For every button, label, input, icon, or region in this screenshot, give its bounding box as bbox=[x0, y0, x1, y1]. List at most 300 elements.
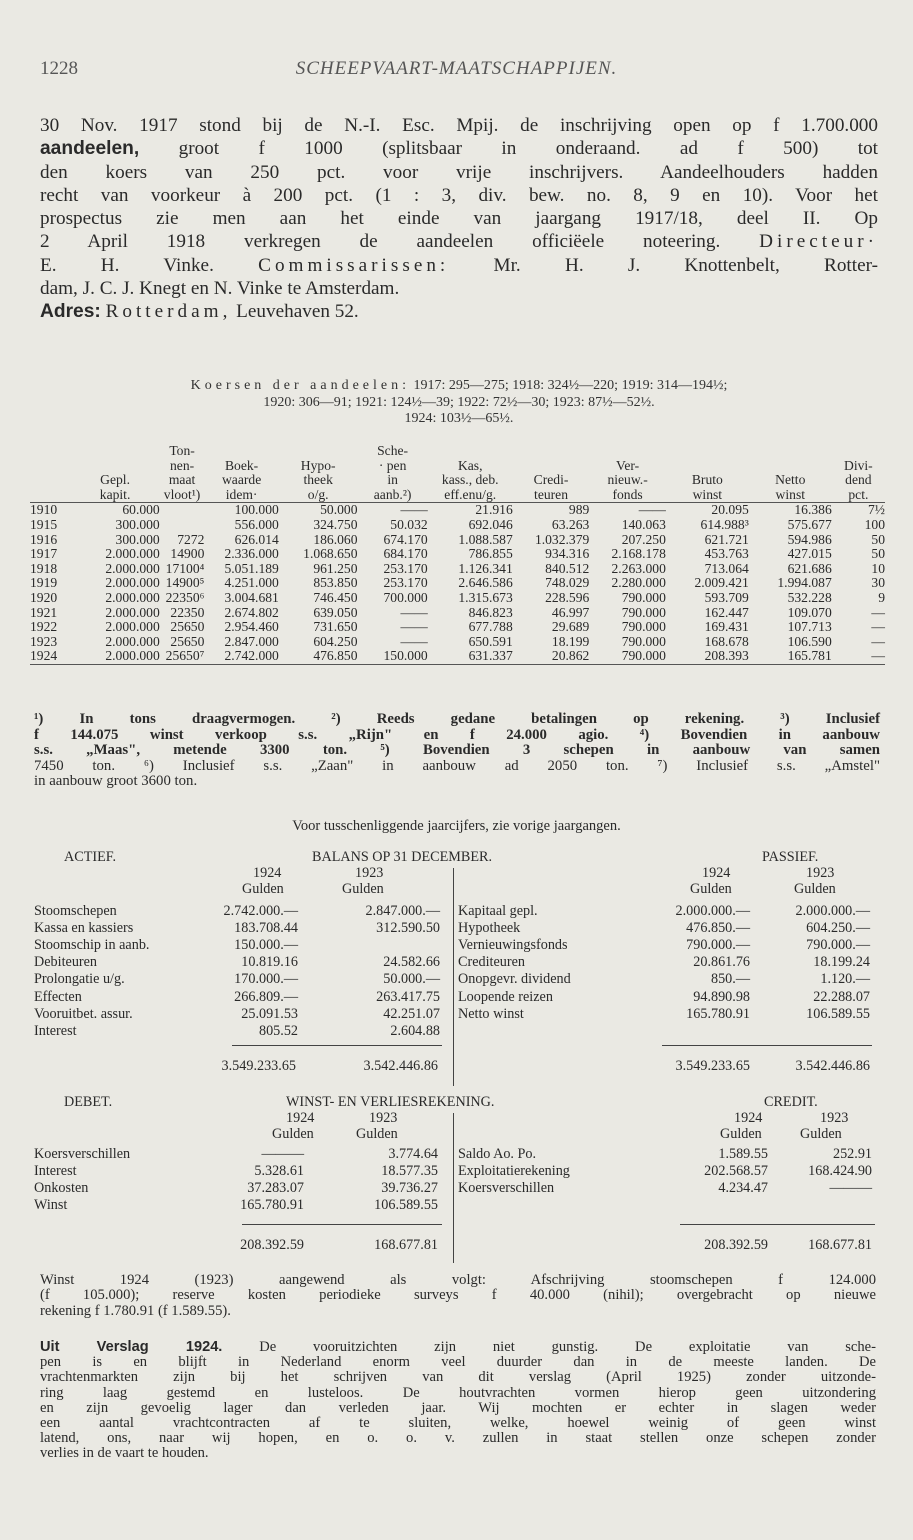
table-header-cell: Kas, bbox=[457, 457, 483, 473]
table-cell: 165.781 bbox=[749, 649, 832, 664]
table-cell: 846.823 bbox=[468, 604, 513, 620]
verslag-line: een aantal vrachtcontracten af te sluiten, welke, hoewel weinig of geen winst bbox=[40, 1415, 876, 1432]
table-row bbox=[30, 635, 885, 650]
table-cell: 1.994.087 bbox=[777, 575, 832, 591]
table-cell bbox=[160, 503, 205, 518]
account-value-1924: 850.— bbox=[710, 971, 750, 988]
table-cell: 109.070 bbox=[787, 604, 832, 620]
table-cell: 786.855 bbox=[468, 546, 513, 562]
verslag-line: latend, ons, naar wij hopen, en o. o. v. zullen in staat stellen onze schepen zonder bbox=[40, 1430, 876, 1447]
verslag-line bbox=[40, 1340, 876, 1355]
table-cell: 604.250 bbox=[313, 633, 358, 649]
stats-table bbox=[30, 444, 885, 665]
table-cell: 614.988³ bbox=[700, 516, 749, 532]
table-cell: 2.000.000 bbox=[70, 649, 159, 664]
wv-debet-title: DEBET. bbox=[64, 1094, 113, 1110]
aandeelen-label: aandeelen, bbox=[40, 138, 140, 160]
table-cell: 713.064 bbox=[704, 560, 749, 576]
table-header-cell: Ver- bbox=[616, 457, 640, 473]
account-value-1924: 20.861.76 bbox=[693, 954, 750, 971]
adres-line bbox=[40, 300, 878, 323]
table-cell: 207.250 bbox=[621, 531, 666, 547]
intro-line bbox=[40, 254, 878, 277]
account-value-1923: 790.000.— bbox=[806, 937, 870, 954]
table-cell: 2.000.000 bbox=[105, 633, 160, 649]
table-cell: 14900 bbox=[170, 546, 205, 562]
table-row bbox=[30, 649, 885, 664]
intro-paragraph bbox=[40, 114, 878, 324]
table-cell: 626.014 bbox=[234, 531, 279, 547]
table-header-cell: Hypo- bbox=[300, 457, 336, 473]
account-value-1924: 4.234.47 bbox=[718, 1180, 768, 1197]
table-cell: 14900⁵ bbox=[165, 575, 205, 591]
table-header-cell: theek bbox=[303, 472, 333, 488]
table-cell: 790.000 bbox=[621, 589, 666, 605]
table-cell: 50.032 bbox=[390, 516, 428, 532]
table-cell: 790.000 bbox=[621, 619, 666, 635]
table-cell: —— bbox=[400, 604, 428, 620]
table-year-cell: 1910 bbox=[30, 502, 58, 518]
verslag-line-text: De vooruitzichten zijn niet gunstig. De exploitatie van sche- bbox=[259, 1339, 876, 1355]
table-cell: 10 bbox=[871, 560, 885, 576]
wv-year-1923-right: 1923 bbox=[820, 1110, 849, 1126]
table-cell: 989 bbox=[568, 502, 590, 518]
table-cell: — bbox=[871, 633, 885, 649]
table-cell: 593.709 bbox=[704, 589, 749, 605]
balans-total-passief-1924: 3.549.233.65 bbox=[675, 1058, 750, 1074]
table-cell: — bbox=[832, 649, 885, 664]
table-cell: 162.447 bbox=[704, 604, 749, 620]
table-cell: 140.063 bbox=[621, 516, 666, 532]
account-value-1923: 604.250.— bbox=[806, 920, 870, 937]
table-header-cell bbox=[204, 444, 278, 459]
table-cell: 208.393 bbox=[666, 649, 749, 664]
table-header-cell bbox=[70, 459, 159, 474]
table-cell: 1.126.341 bbox=[458, 560, 513, 576]
koersen-label: Koersen der aandeelen: bbox=[190, 378, 411, 393]
table-year-cell: 1924 bbox=[30, 649, 70, 664]
footnotes bbox=[34, 712, 880, 790]
table-cell: 50.000 bbox=[320, 502, 358, 518]
table-cell: 2.263.000 bbox=[611, 560, 666, 576]
account-value-1924: ——— bbox=[261, 1146, 304, 1162]
balans-divider bbox=[453, 868, 454, 1086]
table-cell: 790.000 bbox=[621, 633, 666, 649]
table-header-cell bbox=[666, 459, 749, 474]
account-label: Saldo Ao. Po. bbox=[458, 1146, 537, 1162]
wv-center-title: WINST- EN VERLIESREKENING. bbox=[286, 1094, 495, 1110]
balans-total-actief-1923: 3.542.446.86 bbox=[363, 1058, 438, 1074]
table-cell: 427.015 bbox=[787, 546, 832, 562]
table-row bbox=[30, 533, 885, 548]
balans-total-actief-1924: 3.549.233.65 bbox=[221, 1058, 296, 1074]
account-value-1923: 24.582.66 bbox=[383, 954, 440, 971]
account-value-1924: 2.742.000.— bbox=[223, 903, 298, 919]
table-cell: 7½ bbox=[868, 502, 885, 518]
account-label: Koersverschillen bbox=[34, 1146, 131, 1162]
balans-unit: Gulden bbox=[690, 881, 732, 897]
table-cell: 324.750 bbox=[313, 516, 358, 532]
table-cell: 677.788 bbox=[468, 619, 513, 635]
table-cell: 2.336.000 bbox=[224, 546, 279, 562]
winst-verlies-section bbox=[0, 1095, 913, 1260]
table-cell: 50 bbox=[871, 531, 885, 547]
intro-line: den koers van 250 pct. voor vrije inschrijvers. Aandeelhouders hadden bbox=[40, 161, 878, 183]
table-header-cell bbox=[513, 459, 590, 474]
table-cell: 150.000 bbox=[358, 649, 428, 664]
account-value-1923: 106.589.55 bbox=[806, 1005, 870, 1022]
account-label: Prolongatie u/g. bbox=[34, 971, 125, 988]
footnote-line: s.s. „Maas", metende 3300 ton. ⁵) Bovendien 3 schepen in aanbouw van samen bbox=[34, 742, 880, 758]
account-value-1924: 25.091.53 bbox=[241, 1005, 298, 1022]
account-value-1923: 2.847.000.— bbox=[365, 903, 440, 919]
table-cell: 2.674.802 bbox=[224, 604, 279, 620]
table-cell: 25650 bbox=[170, 619, 205, 635]
account-value-1923: 2.604.88 bbox=[390, 1022, 440, 1039]
account-label: Koersverschillen bbox=[458, 1180, 555, 1197]
balans-year-1924-right: 1924 bbox=[702, 865, 731, 881]
wv-rule bbox=[242, 1224, 442, 1225]
table-row bbox=[30, 518, 885, 533]
table-header-cell: winst bbox=[749, 488, 832, 503]
table-cell: 674.170 bbox=[383, 531, 428, 547]
wv-divider bbox=[453, 1113, 454, 1263]
voor-tusschenliggende-note: Voor tusschenliggende jaarcijfers, zie vorige jaargangen. bbox=[292, 818, 621, 834]
account-value-1923: 18.577.35 bbox=[381, 1163, 438, 1180]
table-cell: 50 bbox=[871, 546, 885, 562]
verslag-line: ring laag gestemd en lusteloos. De houtvrachten vormen hierop geen uitzondering bbox=[40, 1384, 876, 1401]
account-label: Kapitaal gepl. bbox=[458, 903, 538, 919]
wv-credit-title: CREDIT. bbox=[764, 1094, 818, 1110]
table-header-cell: fonds bbox=[589, 488, 666, 503]
account-value-1923: 22.288.07 bbox=[813, 988, 870, 1005]
table-cell: —— bbox=[400, 619, 428, 635]
table-cell: 746.450 bbox=[313, 589, 358, 605]
account-value-1924: 1.589.55 bbox=[718, 1146, 768, 1162]
intro-line-text: groot f 1000 (splitsbaar in onderaand. ad f 500) tot bbox=[178, 138, 878, 160]
balans-year-1923: 1923 bbox=[355, 865, 384, 881]
koersen-block bbox=[40, 378, 878, 428]
directeur-name: E. H. Vinke. bbox=[40, 254, 214, 276]
table-header-cell: · pen bbox=[378, 457, 407, 473]
table-header-cell bbox=[30, 473, 70, 488]
table-header-cell bbox=[749, 459, 832, 474]
account-value-1924: 266.809.— bbox=[234, 988, 298, 1005]
table-cell: 790.000 bbox=[589, 649, 666, 664]
account-value-1924: 165.780.91 bbox=[240, 1197, 304, 1214]
wv-total-debet-1923: 168.677.81 bbox=[374, 1237, 438, 1253]
table-header-cell: pct. bbox=[832, 488, 885, 503]
account-value-1923: 312.590.50 bbox=[376, 920, 440, 937]
account-label: Vooruitbet. assur. bbox=[34, 1005, 133, 1022]
commissarissen-names: Mr. H. J. Knottenbelt, Rotter- bbox=[493, 254, 879, 276]
table-cell: 692.046 bbox=[468, 516, 513, 532]
account-value-1924: 150.000.— bbox=[234, 937, 298, 954]
koersen-line: 1924: 103½—65½. bbox=[404, 411, 514, 426]
account-value-1923: 1.120.— bbox=[820, 971, 870, 988]
table-cell: 2.280.000 bbox=[611, 575, 666, 591]
table-cell: 700.000 bbox=[383, 589, 428, 605]
account-value-1924: 790.000.— bbox=[686, 937, 750, 954]
balans-unit: Gulden bbox=[342, 881, 384, 897]
commissarissen-label: Commissarissen: bbox=[258, 254, 450, 276]
table-header-cell: Divi- bbox=[844, 457, 873, 473]
account-value-1923: 18.199.24 bbox=[813, 954, 870, 971]
table-cell: — bbox=[871, 604, 885, 620]
table-header-cell: teuren bbox=[513, 488, 590, 503]
account-label: Winst bbox=[34, 1197, 68, 1214]
intro-line: 30 Nov. 1917 stond bij de N.-I. Esc. Mpij. de inschrijving open op f 1.700.000 bbox=[40, 115, 878, 136]
balans-rule bbox=[662, 1045, 872, 1046]
table-cell: 253.170 bbox=[383, 560, 428, 576]
account-value-1924: 37.283.07 bbox=[247, 1180, 304, 1197]
table-cell: 2.646.586 bbox=[458, 575, 513, 591]
table-cell: 476.850 bbox=[279, 649, 358, 664]
wv-unit: Gulden bbox=[720, 1126, 762, 1142]
wv-year-1924: 1924 bbox=[286, 1110, 315, 1126]
table-cell: 631.337 bbox=[428, 649, 513, 664]
account-label: Stoomschip in aanb. bbox=[34, 937, 150, 954]
table-cell: 106.590 bbox=[787, 633, 832, 649]
table-header-cell: Credi- bbox=[533, 472, 569, 488]
balans-actief-title: ACTIEF. bbox=[64, 849, 117, 865]
table-year-cell: 1916 bbox=[30, 531, 58, 547]
table-cell: 2.742.000 bbox=[204, 649, 278, 664]
table-cell: 2.000.000 bbox=[105, 604, 160, 620]
wv-rule bbox=[680, 1224, 875, 1225]
table-year-cell: 1918 bbox=[30, 560, 58, 576]
table-cell: 300.000 bbox=[115, 531, 160, 547]
intro-line: recht van voorkeur à 200 pct. (1 : 3, div. bew. no. 8, 9 en 10). Voor het bbox=[40, 184, 878, 206]
balans-year-1924: 1924 bbox=[253, 865, 282, 881]
table-cell: —— bbox=[400, 502, 428, 518]
table-year-cell: 1920 bbox=[30, 589, 58, 605]
table-cell: — bbox=[871, 619, 885, 635]
verslag-line: pen is en blijft in Nederland enorm veel duurder dan in de meeste landen. De bbox=[40, 1354, 876, 1371]
table-cell: 5.051.189 bbox=[224, 560, 279, 576]
table-header-cell bbox=[832, 444, 885, 459]
table-header-cell: winst bbox=[666, 488, 749, 503]
balans-unit: Gulden bbox=[794, 881, 836, 897]
table-row bbox=[30, 562, 885, 577]
account-value-1924: 183.708.44 bbox=[234, 920, 298, 937]
table-cell: 46.997 bbox=[551, 604, 590, 620]
table-header-cell bbox=[30, 459, 70, 474]
table-header-cell: o/g. bbox=[279, 488, 358, 503]
table-header-cell: waarde bbox=[221, 472, 262, 488]
account-value-1923: 50.000.— bbox=[383, 971, 440, 988]
table-cell: —— bbox=[400, 633, 428, 649]
table-header-cell bbox=[70, 444, 159, 459]
account-value-1924: 202.568.57 bbox=[704, 1163, 768, 1180]
table-header-cell: aanb.²) bbox=[358, 488, 428, 503]
table-header-cell: vloot¹) bbox=[160, 488, 205, 503]
table-cell: 790.000 bbox=[621, 604, 666, 620]
intro-line bbox=[40, 230, 878, 253]
verslag-label: Uit Verslag 1924. bbox=[40, 1339, 223, 1355]
directeur-label: Directeur· bbox=[759, 231, 879, 253]
table-year-cell: 1923 bbox=[30, 633, 58, 649]
table-cell: 100 bbox=[864, 516, 885, 532]
verslag-paragraph bbox=[40, 1340, 876, 1462]
verslag-line: verlies in de vaart te houden. bbox=[40, 1445, 209, 1462]
table-header-cell: Sche- bbox=[377, 443, 409, 458]
table-cell: 2.168.178 bbox=[611, 546, 666, 562]
wv-unit: Gulden bbox=[800, 1126, 842, 1142]
footnote-line: 7450 ton. ⁶) Inclusief s.s. „Zaan" in aanbouw ad 2050 ton. ⁷) Inclusief s.s. „Amstel" bbox=[34, 757, 880, 774]
winst-line: Winst 1924 (1923) aangewend als volgt: Afschrijving stoomschepen f 124.000 bbox=[40, 1272, 876, 1288]
intro-line: dam, J. C. J. Knegt en N. Vinke te Amsterdam. bbox=[40, 278, 400, 300]
koersen-values: 1917: 295—275; 1918: 324½—220; 1919: 314—194½; bbox=[413, 378, 728, 393]
wv-unit: Gulden bbox=[356, 1126, 398, 1142]
table-row bbox=[30, 591, 885, 606]
table-header-cell: Ton- bbox=[169, 443, 195, 458]
account-label: Kassa en kassiers bbox=[34, 920, 134, 937]
wv-year-1923: 1923 bbox=[369, 1110, 398, 1126]
account-value-1923: 39.736.27 bbox=[381, 1180, 438, 1197]
table-cell: 2.009.421 bbox=[694, 575, 749, 591]
table-cell: 17100⁴ bbox=[165, 560, 205, 576]
table-cell: 253.170 bbox=[383, 575, 428, 591]
account-label: Interest bbox=[34, 1163, 77, 1180]
account-value-1924: 165.780.91 bbox=[686, 1005, 750, 1022]
table-cell: 25650 bbox=[170, 633, 205, 649]
table-cell: 621.721 bbox=[704, 531, 749, 547]
table-header-cell: dend bbox=[845, 472, 872, 488]
intro-line-text: 2 April 1918 verkregen de aandeelen officiëele noteering. bbox=[40, 231, 721, 253]
table-header-cell: Bruto bbox=[691, 472, 723, 488]
account-value-1924: 170.000.— bbox=[234, 971, 298, 988]
account-label: Loopende reizen bbox=[458, 988, 553, 1005]
footnote-line: ¹) In tons draagvermogen. ²) Reeds gedane betalingen op rekening. ³) Inclusief bbox=[34, 711, 880, 727]
balans-passief-title: PASSIEF. bbox=[762, 849, 819, 865]
koersen-line bbox=[40, 378, 878, 395]
table-cell: 748.029 bbox=[545, 575, 590, 591]
table-cell: 731.650 bbox=[313, 619, 358, 635]
account-label: Effecten bbox=[34, 988, 82, 1005]
table-cell: 29.689 bbox=[551, 619, 590, 635]
table-cell: 934.316 bbox=[545, 546, 590, 562]
table-cell: 25650⁷ bbox=[160, 649, 205, 664]
table-cell: 16.386 bbox=[794, 502, 832, 518]
table-header-cell: in bbox=[387, 472, 398, 488]
table-year-cell: 1921 bbox=[30, 604, 58, 620]
table-header-cell bbox=[666, 444, 749, 459]
wv-unit: Gulden bbox=[272, 1126, 314, 1142]
account-label: Onopgevr. dividend bbox=[458, 971, 571, 988]
table-cell: 100.000 bbox=[234, 502, 279, 518]
table-cell: 2.954.460 bbox=[224, 619, 279, 635]
account-value-1924: 2.000.000.— bbox=[675, 903, 750, 919]
table-header-cell: Gepl. bbox=[100, 472, 130, 488]
table-cell: 9 bbox=[878, 589, 885, 605]
page-header bbox=[40, 58, 873, 82]
account-label: Debiteuren bbox=[34, 954, 98, 971]
table-cell: 1.032.379 bbox=[534, 531, 590, 547]
table-row bbox=[30, 606, 885, 621]
table-cell: 30 bbox=[871, 575, 885, 591]
table-cell: 532.228 bbox=[787, 589, 832, 605]
account-value-1923: 252.91 bbox=[832, 1146, 872, 1162]
table-cell: 594.986 bbox=[787, 531, 832, 547]
table-header-cell bbox=[513, 444, 590, 459]
table-header-cell: eff.enu/g. bbox=[428, 488, 513, 503]
table-cell: 556.000 bbox=[234, 516, 279, 532]
account-value-1923: 3.774.64 bbox=[388, 1146, 438, 1162]
table-header-cell bbox=[749, 444, 832, 459]
table-cell: 853.850 bbox=[313, 575, 358, 591]
table-header-cell: maat bbox=[168, 472, 196, 488]
table-header-cell: kass., deb. bbox=[441, 472, 499, 488]
table-cell: 453.763 bbox=[704, 546, 749, 562]
account-value-1923: 106.589.55 bbox=[374, 1197, 438, 1214]
table-header-cell bbox=[279, 444, 358, 459]
table-year-cell: 1922 bbox=[30, 619, 58, 635]
table-header-cell: kapit. bbox=[70, 488, 159, 503]
table-cell: 1.088.587 bbox=[458, 531, 513, 547]
account-label: Hypotheek bbox=[458, 920, 521, 937]
account-label: Interest bbox=[34, 1022, 77, 1039]
table-cell: 169.431 bbox=[704, 619, 749, 635]
table-header-cell bbox=[30, 444, 70, 459]
table-cell: 63.263 bbox=[551, 516, 590, 532]
table-cell: 2.000.000 bbox=[105, 589, 160, 605]
table-row bbox=[30, 547, 885, 562]
table-cell: 300.000 bbox=[115, 516, 160, 532]
table-cell: 2.000.000 bbox=[105, 575, 160, 591]
winst-line: (f 105.000); reserve kosten periodieke surveys f 40.000 (nihil); overgebracht op nieuwe bbox=[40, 1287, 876, 1304]
table-header-cell: nen- bbox=[169, 457, 195, 473]
balans-total-passief-1923: 3.542.446.86 bbox=[795, 1058, 870, 1074]
account-value-1924: 94.890.98 bbox=[693, 988, 750, 1005]
account-value-1924: 805.52 bbox=[258, 1022, 298, 1039]
table-cell: 2.847.000 bbox=[224, 633, 279, 649]
table-cell: 18.199 bbox=[551, 633, 590, 649]
table-header-cell: Netto bbox=[775, 472, 806, 488]
table-cell: 168.678 bbox=[704, 633, 749, 649]
verslag-line: en zijn gevoelig lager dan verleden jaar. Wij mochten er echter in slagen weder bbox=[40, 1399, 876, 1416]
wv-total-credit-1923: 168.677.81 bbox=[808, 1237, 872, 1253]
table-cell: 621.686 bbox=[787, 560, 832, 576]
winst-paragraph bbox=[40, 1273, 876, 1319]
account-value-1923: 2.000.000.— bbox=[795, 903, 870, 919]
account-value-1924: 476.850.— bbox=[686, 920, 750, 937]
table-cell: 22350⁶ bbox=[165, 589, 205, 605]
table-cell: 1.315.673 bbox=[458, 589, 513, 605]
table-cell: 107.713 bbox=[787, 619, 832, 635]
table-row bbox=[30, 503, 885, 518]
table-cell bbox=[160, 518, 205, 533]
account-label: Exploitatierekening bbox=[458, 1163, 570, 1180]
balans-unit: Gulden bbox=[242, 881, 284, 897]
table-cell: 2.000.000 bbox=[105, 619, 160, 635]
verslag-line: vrachtenmarkten zijn bij het schrijven van dit verslag (April 1925) zonder uitzonde- bbox=[40, 1369, 876, 1386]
account-label: Netto winst bbox=[458, 1005, 524, 1022]
adres-city: Rotterdam, bbox=[105, 301, 232, 323]
table-cell: 7272 bbox=[177, 531, 205, 547]
table-cell: 22350 bbox=[170, 604, 205, 620]
koersen-line: 1920: 306—91; 1921: 124½—39; 1922: 72½—30; 1923: 87½—52½. bbox=[263, 394, 655, 410]
balans-section bbox=[0, 850, 913, 1090]
table-header-cell: idem· bbox=[204, 488, 278, 503]
table-cell: 2.000.000 bbox=[105, 546, 160, 562]
table-cell: 4.251.000 bbox=[224, 575, 279, 591]
table-cell: 961.250 bbox=[313, 560, 358, 576]
table-row bbox=[30, 620, 885, 635]
adres-label: Adres: bbox=[40, 301, 101, 323]
account-value-1923: 42.251.07 bbox=[383, 1005, 440, 1022]
footnote-line: in aanbouw groot 3600 ton. bbox=[34, 773, 198, 789]
